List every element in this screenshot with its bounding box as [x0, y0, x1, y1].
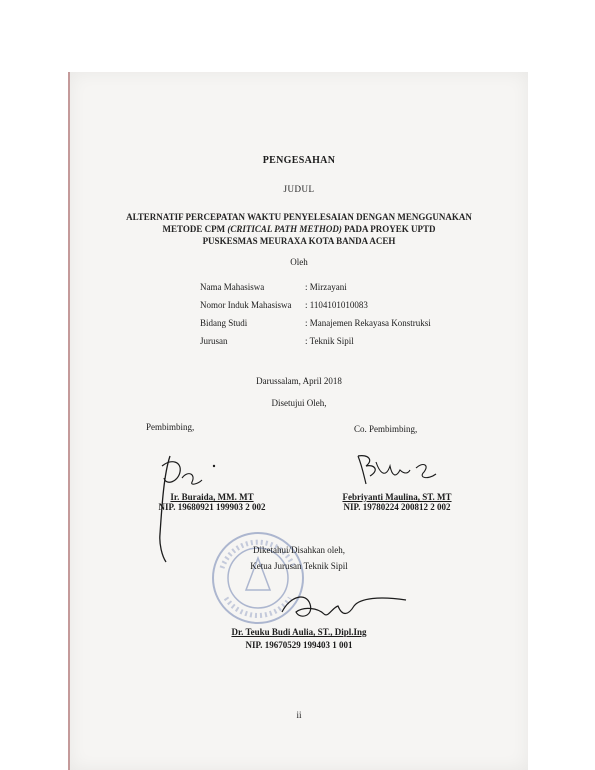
- page-number: ii: [296, 710, 302, 720]
- student-info-row: [200, 300, 431, 318]
- student-info-row: [200, 318, 431, 336]
- thesis-title-line-2-pre: METODE CPM: [162, 224, 228, 234]
- thesis-title-line-1: ALTERNATIF PERCEPATAN WAKTU PENYELESAIAN DENGAN MENGGUNAKAN: [126, 212, 472, 222]
- student-info-row: [200, 336, 431, 354]
- judul-label: JUDUL: [283, 184, 315, 194]
- info-label: Nama Mahasiswa: [200, 282, 265, 292]
- thesis-title-line-2: [70, 223, 528, 235]
- page-heading: PENGESAHAN: [262, 155, 336, 166]
- head-nip: NIP. 19670529 199403 1 001: [245, 640, 353, 650]
- advisor-name: Ir. Buraida, MM. MT: [170, 492, 254, 502]
- co-advisor-block: [322, 492, 472, 512]
- thesis-title-line-2-italic: (CRITICAL PATH METHOD): [227, 224, 342, 234]
- head-name: Dr. Teuku Budi Aulia, ST., Dipl.Ing: [231, 627, 367, 637]
- thesis-title-line-3: PUSKESMAS MEURAXA KOTA BANDA ACEH: [202, 236, 396, 246]
- thesis-title-line-2-post: PADA PROYEK UPTD: [341, 224, 436, 234]
- head-block: [70, 626, 528, 652]
- approved-by: Disetujui Oleh,: [271, 398, 327, 408]
- info-label: Bidang Studi: [200, 318, 248, 328]
- thesis-title: [70, 211, 528, 247]
- advisor-block: [132, 492, 292, 512]
- info-label: Jurusan: [200, 336, 228, 346]
- head-title: Ketua Jurusan Teknik Sipil: [250, 561, 348, 571]
- oleh-label: Oleh: [290, 257, 308, 267]
- acknowledgement-block: [70, 542, 528, 574]
- head-signature-icon: [270, 586, 410, 626]
- co-advisor-name: Febriyanti Maulina, ST. MT: [342, 492, 452, 502]
- place-date: Darussalam, April 2018: [256, 376, 342, 386]
- info-label: Nomor Induk Mahasiswa: [200, 300, 292, 310]
- info-value: : 1104101010083: [305, 300, 368, 310]
- co-advisor-label: Co. Pembimbing,: [354, 424, 418, 434]
- acknowledged-by: Diketahui/Disahkan oleh,: [253, 545, 345, 555]
- student-info-table: [200, 282, 431, 354]
- info-value: : Teknik Sipil: [305, 336, 354, 346]
- info-value: : Mirzayani: [305, 282, 347, 292]
- document-page: [68, 72, 528, 770]
- info-value: : Manajemen Rekayasa Konstruksi: [305, 318, 431, 328]
- advisor-nip: NIP. 19680921 199903 2 002: [158, 502, 266, 512]
- co-advisor-nip: NIP. 19780224 200812 2 002: [343, 502, 451, 512]
- advisor-label: Pembimbing,: [146, 422, 195, 432]
- co-advisor-signature-icon: [352, 452, 442, 488]
- student-info-row: [200, 282, 431, 300]
